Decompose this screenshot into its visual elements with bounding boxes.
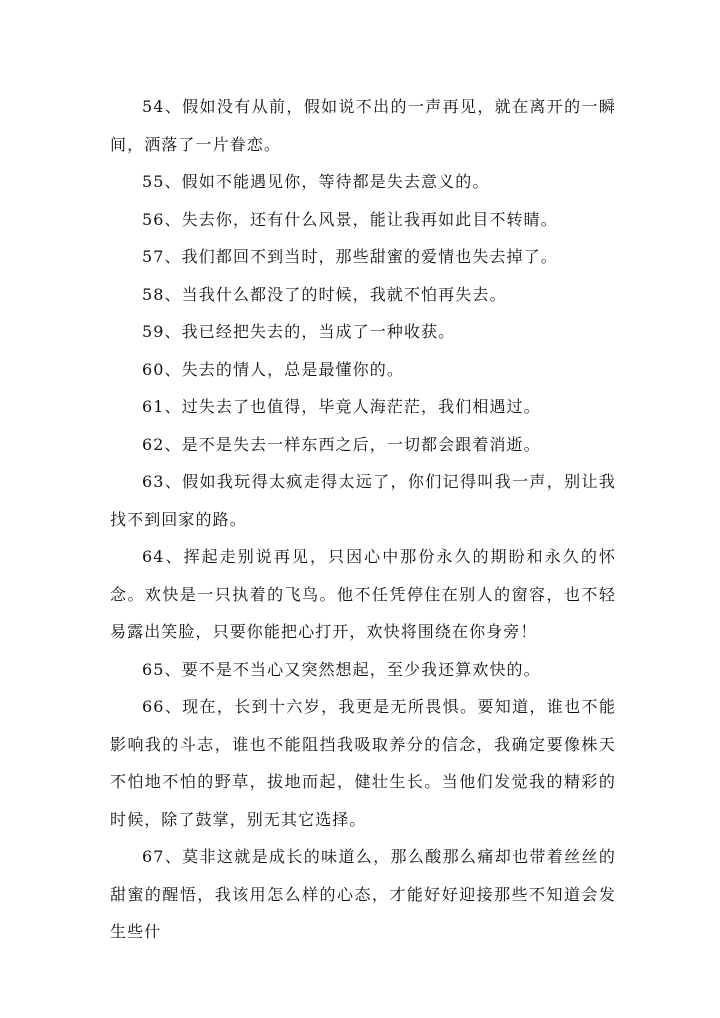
paragraph-57: 57、我们都回不到当时，那些甜蜜的爱情也失去掉了。 [142,247,558,266]
paragraph-64: 64、挥起走别说再见，只因心中那份永久的期盼和永久的怀念。欢快是一只执着的飞鸟。他不任凭停住在别人的窗容，也不轻易露出笑脸，只要你能把心打开，欢快将围绕在你身旁！ [110,547,616,641]
paragraph-55: 55、假如不能遇见你，等待都是失去意义的。 [142,172,490,191]
paragraph-66: 66、现在，长到十六岁，我更是无所畏惧。要知道，谁也不能影响我的斗志，谁也不能阻挡我吸取养分的信念，我确定要像株天不怕地不怕的野草，拔地而起，健壮生长。当他们发觉我的精彩的时候，除了鼓掌，别无其它选择。 [110,697,616,829]
paragraph-54: 54、假如没有从前，假如说不出的一声再见，就在离开的一瞬间，洒落了一片眷恋。 [110,97,616,154]
paragraph-60: 60、失去的情人，总是最懂你的。 [142,359,404,379]
paragraph-61: 61、过失去了也值得，毕竟人海茫茫，我们相遇过。 [142,397,541,416]
paragraph-62: 62、是不是失去一样东西之后，一切都会跟着消逝。 [142,434,541,454]
paragraph-58: 58、当我什么都没了的时候，我就不怕再失去。 [142,284,507,304]
paragraph-65: 65、要不是不当心又突然想起，至少我还算欢快的。 [142,659,541,679]
document-body [110,88,616,951]
paragraph-56: 56、失去你，还有什么风景，能让我再如此目不转睛。 [142,209,558,229]
paragraph-59: 59、我已经把失去的，当成了一种收获。 [142,322,456,341]
paragraph-67: 67、莫非这就是成长的味道么，那么酸那么痛却也带着丝丝的甜蜜的醒悟，我该用怎么样的心态，才能好好迎接那些不知道会发生些什 [110,847,616,941]
paragraph-63: 63、假如我玩得太疯走得太远了，你们记得叫我一声，别让我找不到回家的路。 [110,472,616,529]
